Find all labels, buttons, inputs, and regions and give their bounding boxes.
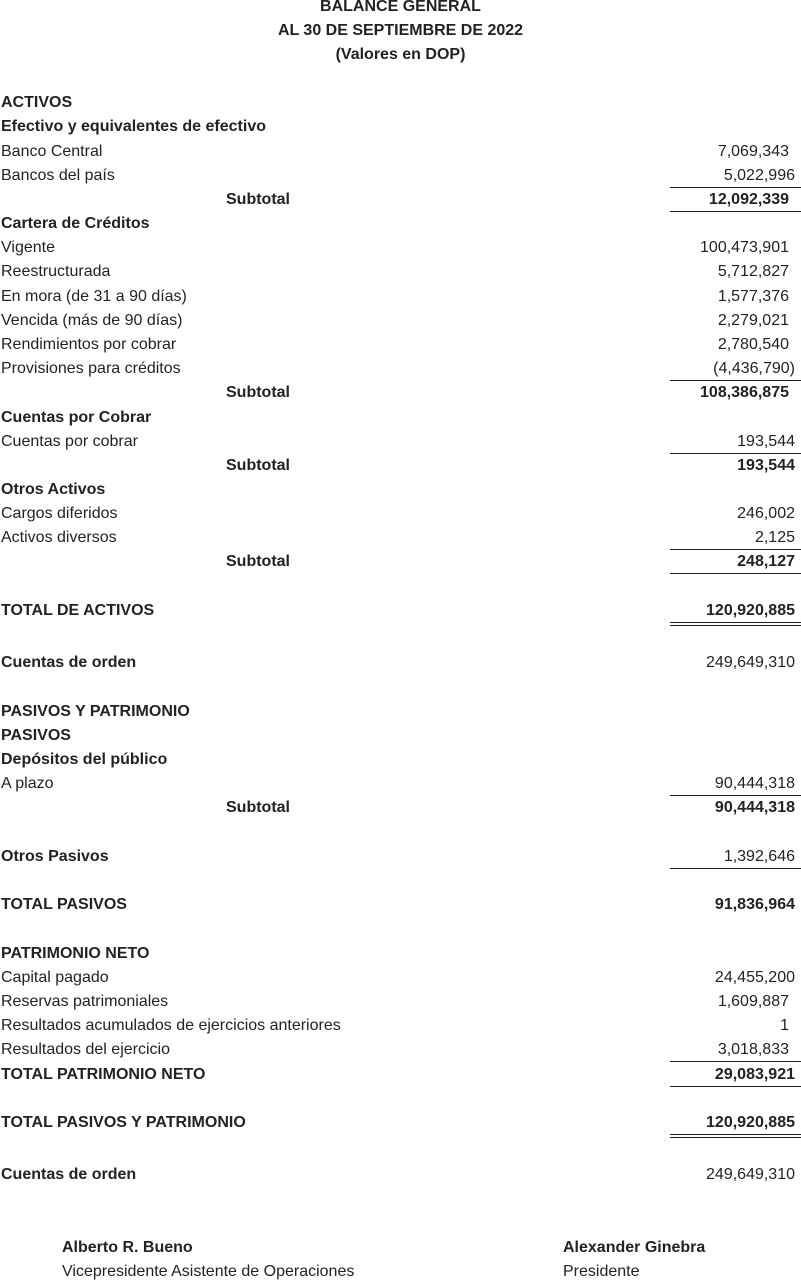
subtotal-label: Subtotal xyxy=(226,457,290,474)
subtotal-rule xyxy=(670,187,801,188)
row-value: 7,069,343 xyxy=(717,143,789,160)
row-value: 90,444,318 xyxy=(714,775,795,792)
row-label: Reestructurada xyxy=(1,263,111,280)
group-heading-depositos: Depósitos del público xyxy=(1,751,168,768)
subtotal-value: 90,444,318 xyxy=(714,799,795,816)
row-value: 2,780,540 xyxy=(717,336,789,353)
row-value: 193,544 xyxy=(737,433,795,450)
row-label: Cuentas por cobrar xyxy=(1,433,138,450)
cuentas-orden-value-2: 249,649,310 xyxy=(706,1166,795,1183)
group-heading-cartera: Cartera de Créditos xyxy=(1,215,150,232)
subtotal-rule xyxy=(670,549,801,550)
row-label: Provisiones para créditos xyxy=(1,360,181,377)
row-label: Banco Central xyxy=(1,143,103,160)
row-value: 5,712,827 xyxy=(717,263,789,280)
subtotal-rule xyxy=(670,380,801,381)
subtotal-rule xyxy=(670,795,801,796)
otros-pasivos-value: 1,392,646 xyxy=(723,848,795,865)
subtotal-rule xyxy=(670,868,801,869)
total-pasivos-value: 91,836,964 xyxy=(714,896,795,913)
signature-name: Alberto R. Bueno xyxy=(62,1239,193,1256)
row-value: 246,002 xyxy=(737,505,795,522)
subtotal-label: Subtotal xyxy=(226,553,290,570)
row-value: 2,125 xyxy=(754,529,795,546)
row-value: (4,436,790) xyxy=(713,360,795,377)
subtotal-label: Subtotal xyxy=(226,799,290,816)
row-label: Capital pagado xyxy=(1,969,109,986)
subtotal-rule xyxy=(670,453,801,454)
report-title: BALANCE GENERAL xyxy=(320,0,481,15)
total-pasivos-patrimonio-label: TOTAL PASIVOS Y PATRIMONIO xyxy=(1,1114,246,1131)
subtotal-rule xyxy=(670,211,801,212)
subtotal-label: Subtotal xyxy=(226,191,290,208)
group-heading-otros-activos: Otros Activos xyxy=(1,481,106,498)
subtotal-rule xyxy=(670,573,801,574)
row-value: 3,018,833 xyxy=(717,1041,789,1058)
subtotal-value: 248,127 xyxy=(737,553,795,570)
cuentas-orden-label-2: Cuentas de orden xyxy=(1,1166,137,1183)
total-double-rule xyxy=(670,622,801,626)
row-value: 2,279,021 xyxy=(717,312,789,329)
row-value: 100,473,901 xyxy=(700,239,789,256)
section-heading-pasivos: PASIVOS xyxy=(1,727,71,744)
signature-title: Vicepresidente Asistente de Operaciones xyxy=(62,1263,355,1280)
group-heading-cuentas-cobrar: Cuentas por Cobrar xyxy=(1,409,152,426)
total-double-rule xyxy=(670,1134,801,1138)
section-heading-pasivos-patrimonio: PASIVOS Y PATRIMONIO xyxy=(1,703,190,720)
row-value: 1 xyxy=(780,1017,789,1034)
subtotal-value: 108,386,875 xyxy=(700,384,789,401)
total-patrimonio-label: TOTAL PATRIMONIO NETO xyxy=(1,1066,206,1083)
row-value: 1,577,376 xyxy=(717,288,789,305)
row-label: Reservas patrimoniales xyxy=(1,993,169,1010)
signature-title: Presidente xyxy=(563,1263,640,1280)
report-currency: (Valores en DOP) xyxy=(335,46,466,63)
total-pasivos-label: TOTAL PASIVOS xyxy=(1,896,127,913)
cuentas-orden-label: Cuentas de orden xyxy=(1,654,137,671)
subtotal-value: 193,544 xyxy=(737,457,795,474)
row-label: Rendimientos por cobrar xyxy=(1,336,177,353)
row-label: Bancos del país xyxy=(1,167,115,184)
row-label: Resultados del ejercicio xyxy=(1,1041,170,1058)
row-value: 1,609,887 xyxy=(717,993,789,1010)
row-label: En mora (de 31 a 90 días) xyxy=(1,288,187,305)
total-patrimonio-value: 29,083,921 xyxy=(714,1066,795,1083)
row-label: A plazo xyxy=(1,775,54,792)
group-heading-efectivo: Efectivo y equivalentes de efectivo xyxy=(1,118,266,135)
row-label: Cargos diferidos xyxy=(1,505,118,522)
cuentas-orden-value: 249,649,310 xyxy=(706,654,795,671)
otros-pasivos-label: Otros Pasivos xyxy=(1,848,109,865)
row-label: Resultados acumulados de ejercicios anteriores xyxy=(1,1017,341,1034)
section-heading-patrimonio: PATRIMONIO NETO xyxy=(1,945,150,962)
subtotal-label: Subtotal xyxy=(226,384,290,401)
total-pasivos-patrimonio-value: 120,920,885 xyxy=(706,1114,795,1131)
subtotal-value: 12,092,339 xyxy=(708,191,789,208)
report-date: AL 30 DE SEPTIEMBRE DE 2022 xyxy=(277,22,524,39)
signature-name: Alexander Ginebra xyxy=(563,1239,706,1256)
row-value: 5,022,996 xyxy=(723,167,795,184)
row-value: 24,455,200 xyxy=(714,969,795,986)
row-label: Vigente xyxy=(1,239,55,256)
total-activos-label: TOTAL DE ACTIVOS xyxy=(1,602,155,619)
subtotal-rule xyxy=(670,1061,801,1062)
total-activos-value: 120,920,885 xyxy=(706,602,795,619)
row-label: Vencida (más de 90 días) xyxy=(1,312,183,329)
row-label: Activos diversos xyxy=(1,529,117,546)
section-heading-activos: ACTIVOS xyxy=(1,94,73,111)
subtotal-rule xyxy=(670,1086,801,1087)
